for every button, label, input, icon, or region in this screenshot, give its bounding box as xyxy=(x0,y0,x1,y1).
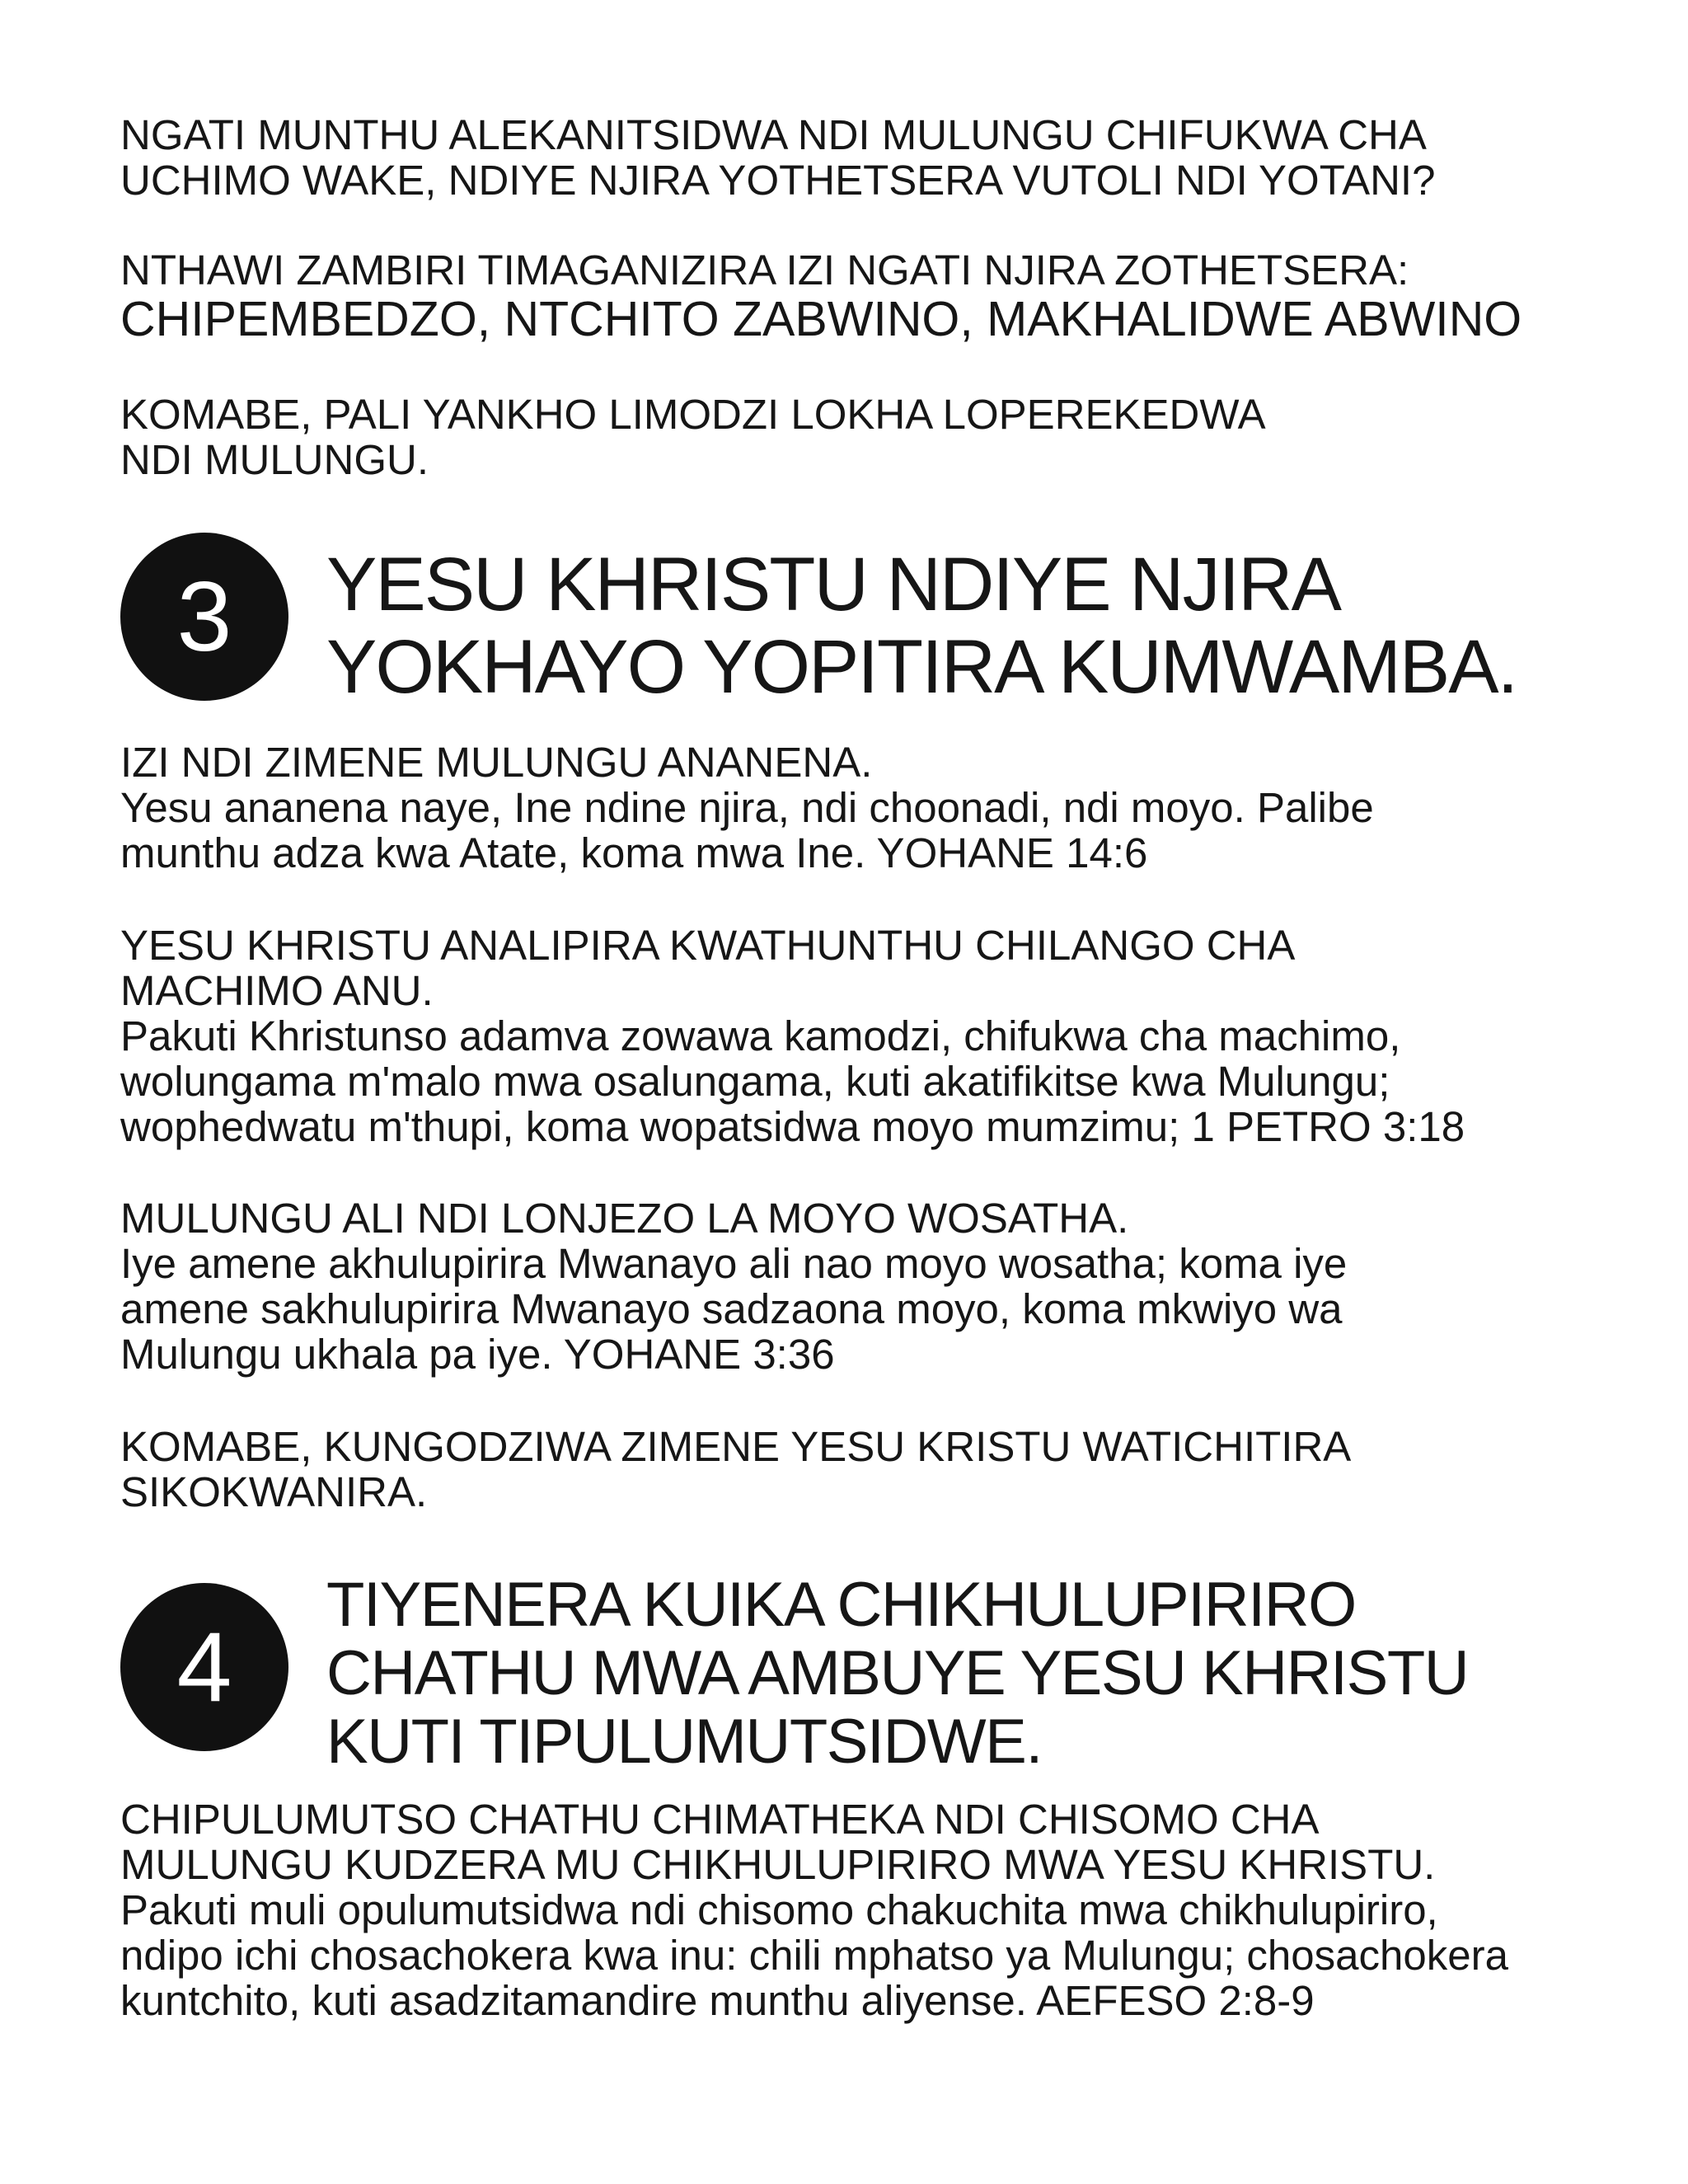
step-number: 4 xyxy=(176,1612,232,1722)
intro-question xyxy=(120,112,1435,203)
verse-line: ndipo ichi chosachokera kwa inu: chili mphatso ya Mulungu; chosachokera xyxy=(120,1932,1508,1979)
intro-however xyxy=(120,392,1266,482)
step-number: 3 xyxy=(176,561,232,672)
verse-line: Mulungu ukhala pa iye. YOHANE 3:36 xyxy=(120,1331,835,1378)
point-4-section-1 xyxy=(120,1797,1508,2023)
verse-line: munthu adza kwa Atate, koma mwa Ine. YOHANE 14:6 xyxy=(120,829,1148,876)
common-answers-lead: NTHAWI ZAMBIRI TIMAGANIZIRA IZI NGATI NJIRA ZOTHETSERA: xyxy=(120,247,1409,294)
verse-line: kuntchito, kuti asadzitamandire munthu aliyense. AEFESO 2:8-9 xyxy=(120,1977,1315,2024)
closing-line: KOMABE, KUNGODZIWA ZIMENE YESU KRISTU WATICHITIRA xyxy=(120,1423,1352,1470)
point-3-section-1 xyxy=(120,740,1374,876)
step-number-badge-3 xyxy=(120,533,288,701)
section-title-line: MACHIMO ANU. xyxy=(120,967,434,1014)
verse-line: amene sakhulupirira Mwanayo sadzaona moyo, koma mkwiyo wa xyxy=(120,1285,1343,1332)
verse-line: wolungama m'malo mwa osalungama, kuti akatifikitse kwa Mulungu; xyxy=(120,1058,1390,1105)
section-title-line: IZI NDI ZIMENE MULUNGU ANANENA. xyxy=(120,739,873,786)
common-answers xyxy=(120,247,1522,345)
point-4-heading-line: TIYENERA KUIKA CHIKHULUPIRIRO xyxy=(326,1570,1356,1640)
intro-question-line: UCHIMO WAKE, NDIYE NJIRA YOTHETSERA VUTOLI NDI YOTANI? xyxy=(120,157,1436,204)
point-4-heading-line: CHATHU MWA AMBUYE YESU KHRISTU xyxy=(326,1638,1469,1708)
verse-line: wophedwatu m'thupi, koma wopatsidwa moyo mumzimu; 1 PETRO 3:18 xyxy=(120,1103,1465,1150)
common-answers-list: CHIPEMBEDZO, NTCHITO ZABWINO, MAKHALIDWE ABWINO xyxy=(120,292,1522,346)
intro-however-line: NDI MULUNGU. xyxy=(120,436,429,483)
verse-line: Yesu ananena naye, Ine ndine njira, ndi choonadi, ndi moyo. Palibe xyxy=(120,784,1374,831)
verse-line: Pakuti Khristunso adamva zowawa kamodzi, chifukwa cha machimo, xyxy=(120,1012,1401,1059)
point-3-section-2 xyxy=(120,923,1465,1149)
point-4-heading xyxy=(326,1571,1468,1776)
closing-line: SIKOKWANIRA. xyxy=(120,1468,428,1515)
point-3-section-3 xyxy=(120,1195,1347,1377)
verse-line: Iye amene akhulupirira Mwanayo ali nao moyo wosatha; koma iye xyxy=(120,1240,1348,1287)
verse-line: Pakuti muli opulumutsidwa ndi chisomo chakuchita mwa chikhulupiriro, xyxy=(120,1886,1438,1933)
section-title-line: MULUNGU KUDZERA MU CHIKHULUPIRIRO MWA YESU KHRISTU. xyxy=(120,1841,1436,1888)
point-3-heading-line: YESU KHRISTU NDIYE NJIRA xyxy=(326,542,1340,627)
step-number-badge-4 xyxy=(120,1583,288,1751)
section-title-line: YESU KHRISTU ANALIPIRA KWATHUNTHU CHILANGO CHA xyxy=(120,922,1296,969)
section-title-line: CHIPULUMUTSO CHATHU CHIMATHEKA NDI CHISOMO CHA xyxy=(120,1796,1320,1843)
intro-however-line: KOMABE, PALI YANKHO LIMODZI LOKHA LOPEREKEDWA xyxy=(120,391,1266,438)
intro-question-line: NGATI MUNTHU ALEKANITSIDWA NDI MULUNGU CHIFUKWA CHA xyxy=(120,111,1427,158)
section-title-line: MULUNGU ALI NDI LONJEZO LA MOYO WOSATHA. xyxy=(120,1195,1129,1242)
point-3-heading xyxy=(326,543,1517,708)
point-4-heading-line: KUTI TIPULUMUTSIDWE. xyxy=(326,1707,1042,1777)
point-3-closing xyxy=(120,1424,1351,1515)
point-3-heading-line: YOKHAYO YOPITIRA KUMWAMBA. xyxy=(326,625,1517,709)
